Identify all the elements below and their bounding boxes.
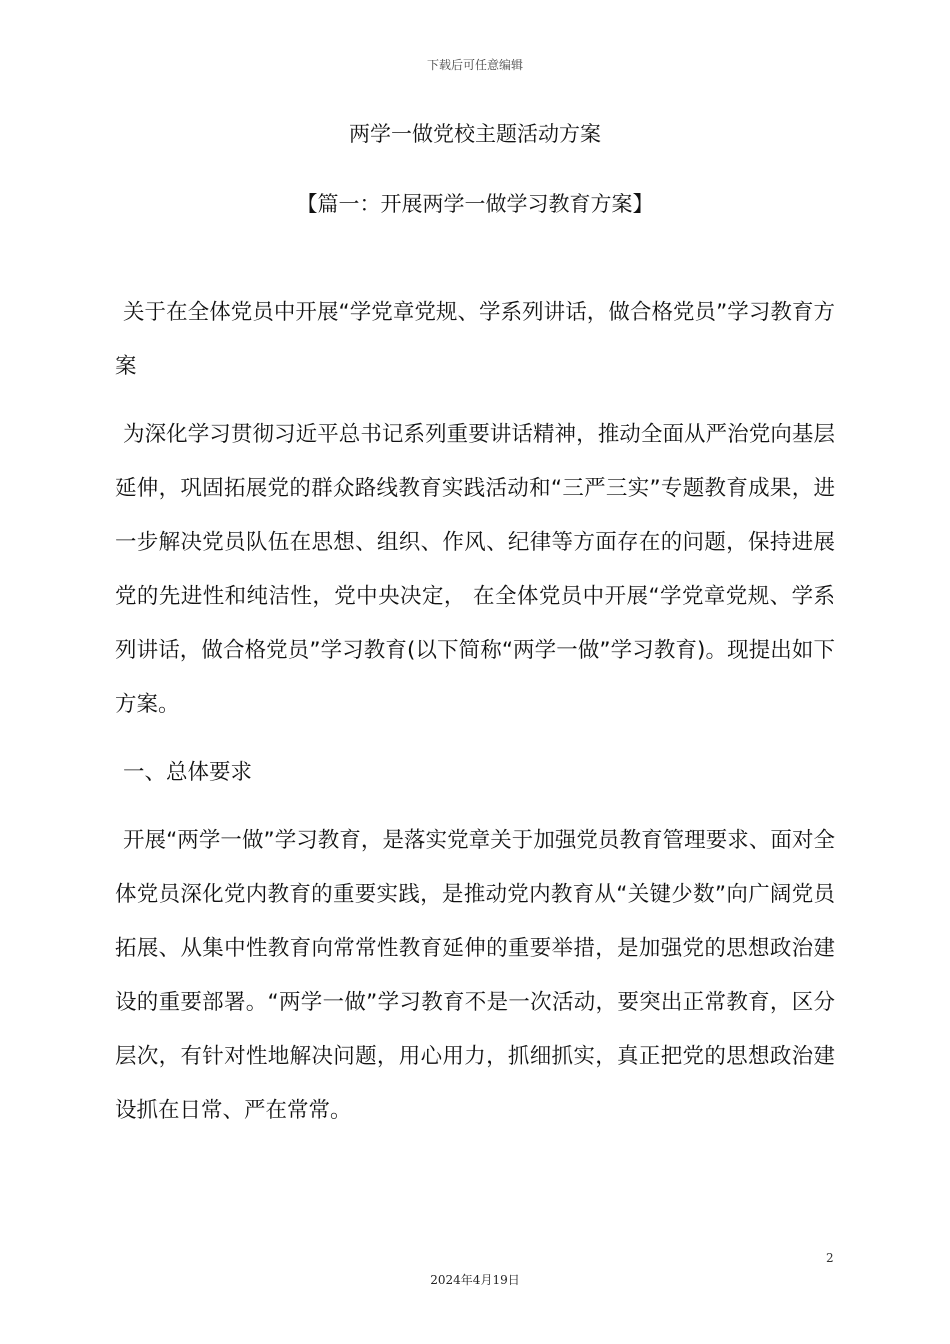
document-title: 两学一做党校主题活动方案: [349, 122, 601, 146]
section-heading-1: 一、总体要求: [123, 760, 253, 785]
body-paragraph-2: 为深化学习贯彻习近平总书记系列重要讲话精神，推动全面从严治党向基层延伸，巩固拓展党的群众路线教育实践活动和“三严三实”专题教育成果，进一步解决党员队伍在思想、组织、作风、纪律等方面存在的问题，保持进展党的先进性和纯洁性，党中央决定， 在全体党员中开展“学党章党规、学系列讲话，做合格党员”学习教育(以下简称“两学一做”学习教育)。现提出如下方案。: [115, 422, 835, 717]
document-subtitle: 【篇一：开展两学一做学习教育方案】: [296, 192, 654, 216]
page-header: 下载后可任意编辑: [426, 58, 523, 72]
page-footer-date: 2024年4月19日: [430, 1273, 520, 1287]
body-paragraph-3: 开展“两学一做”学习教育，是落实党章关于加强党员教育管理要求、面对全体党员深化党内教育的重要实践，是推动党内教育从“关键少数”向广阔党员拓展、从集中性教育向常常性教育延伸的重要举措，是加强党的思想政治建设的重要部署。“两学一做”学习教育不是一次活动，要突出正常教育，区分层次，有针对性地解决问题，用心用力，抓细抓实，真正把党的思想政治建设抓在日常、严在常常。: [115, 828, 835, 1123]
body-paragraph-1: 关于在全体党员中开展“学党章党规、学系列讲话，做合格党员”学习教育方案: [115, 300, 835, 379]
document-body: [115, 286, 835, 1152]
page-number: 2: [826, 1251, 834, 1265]
